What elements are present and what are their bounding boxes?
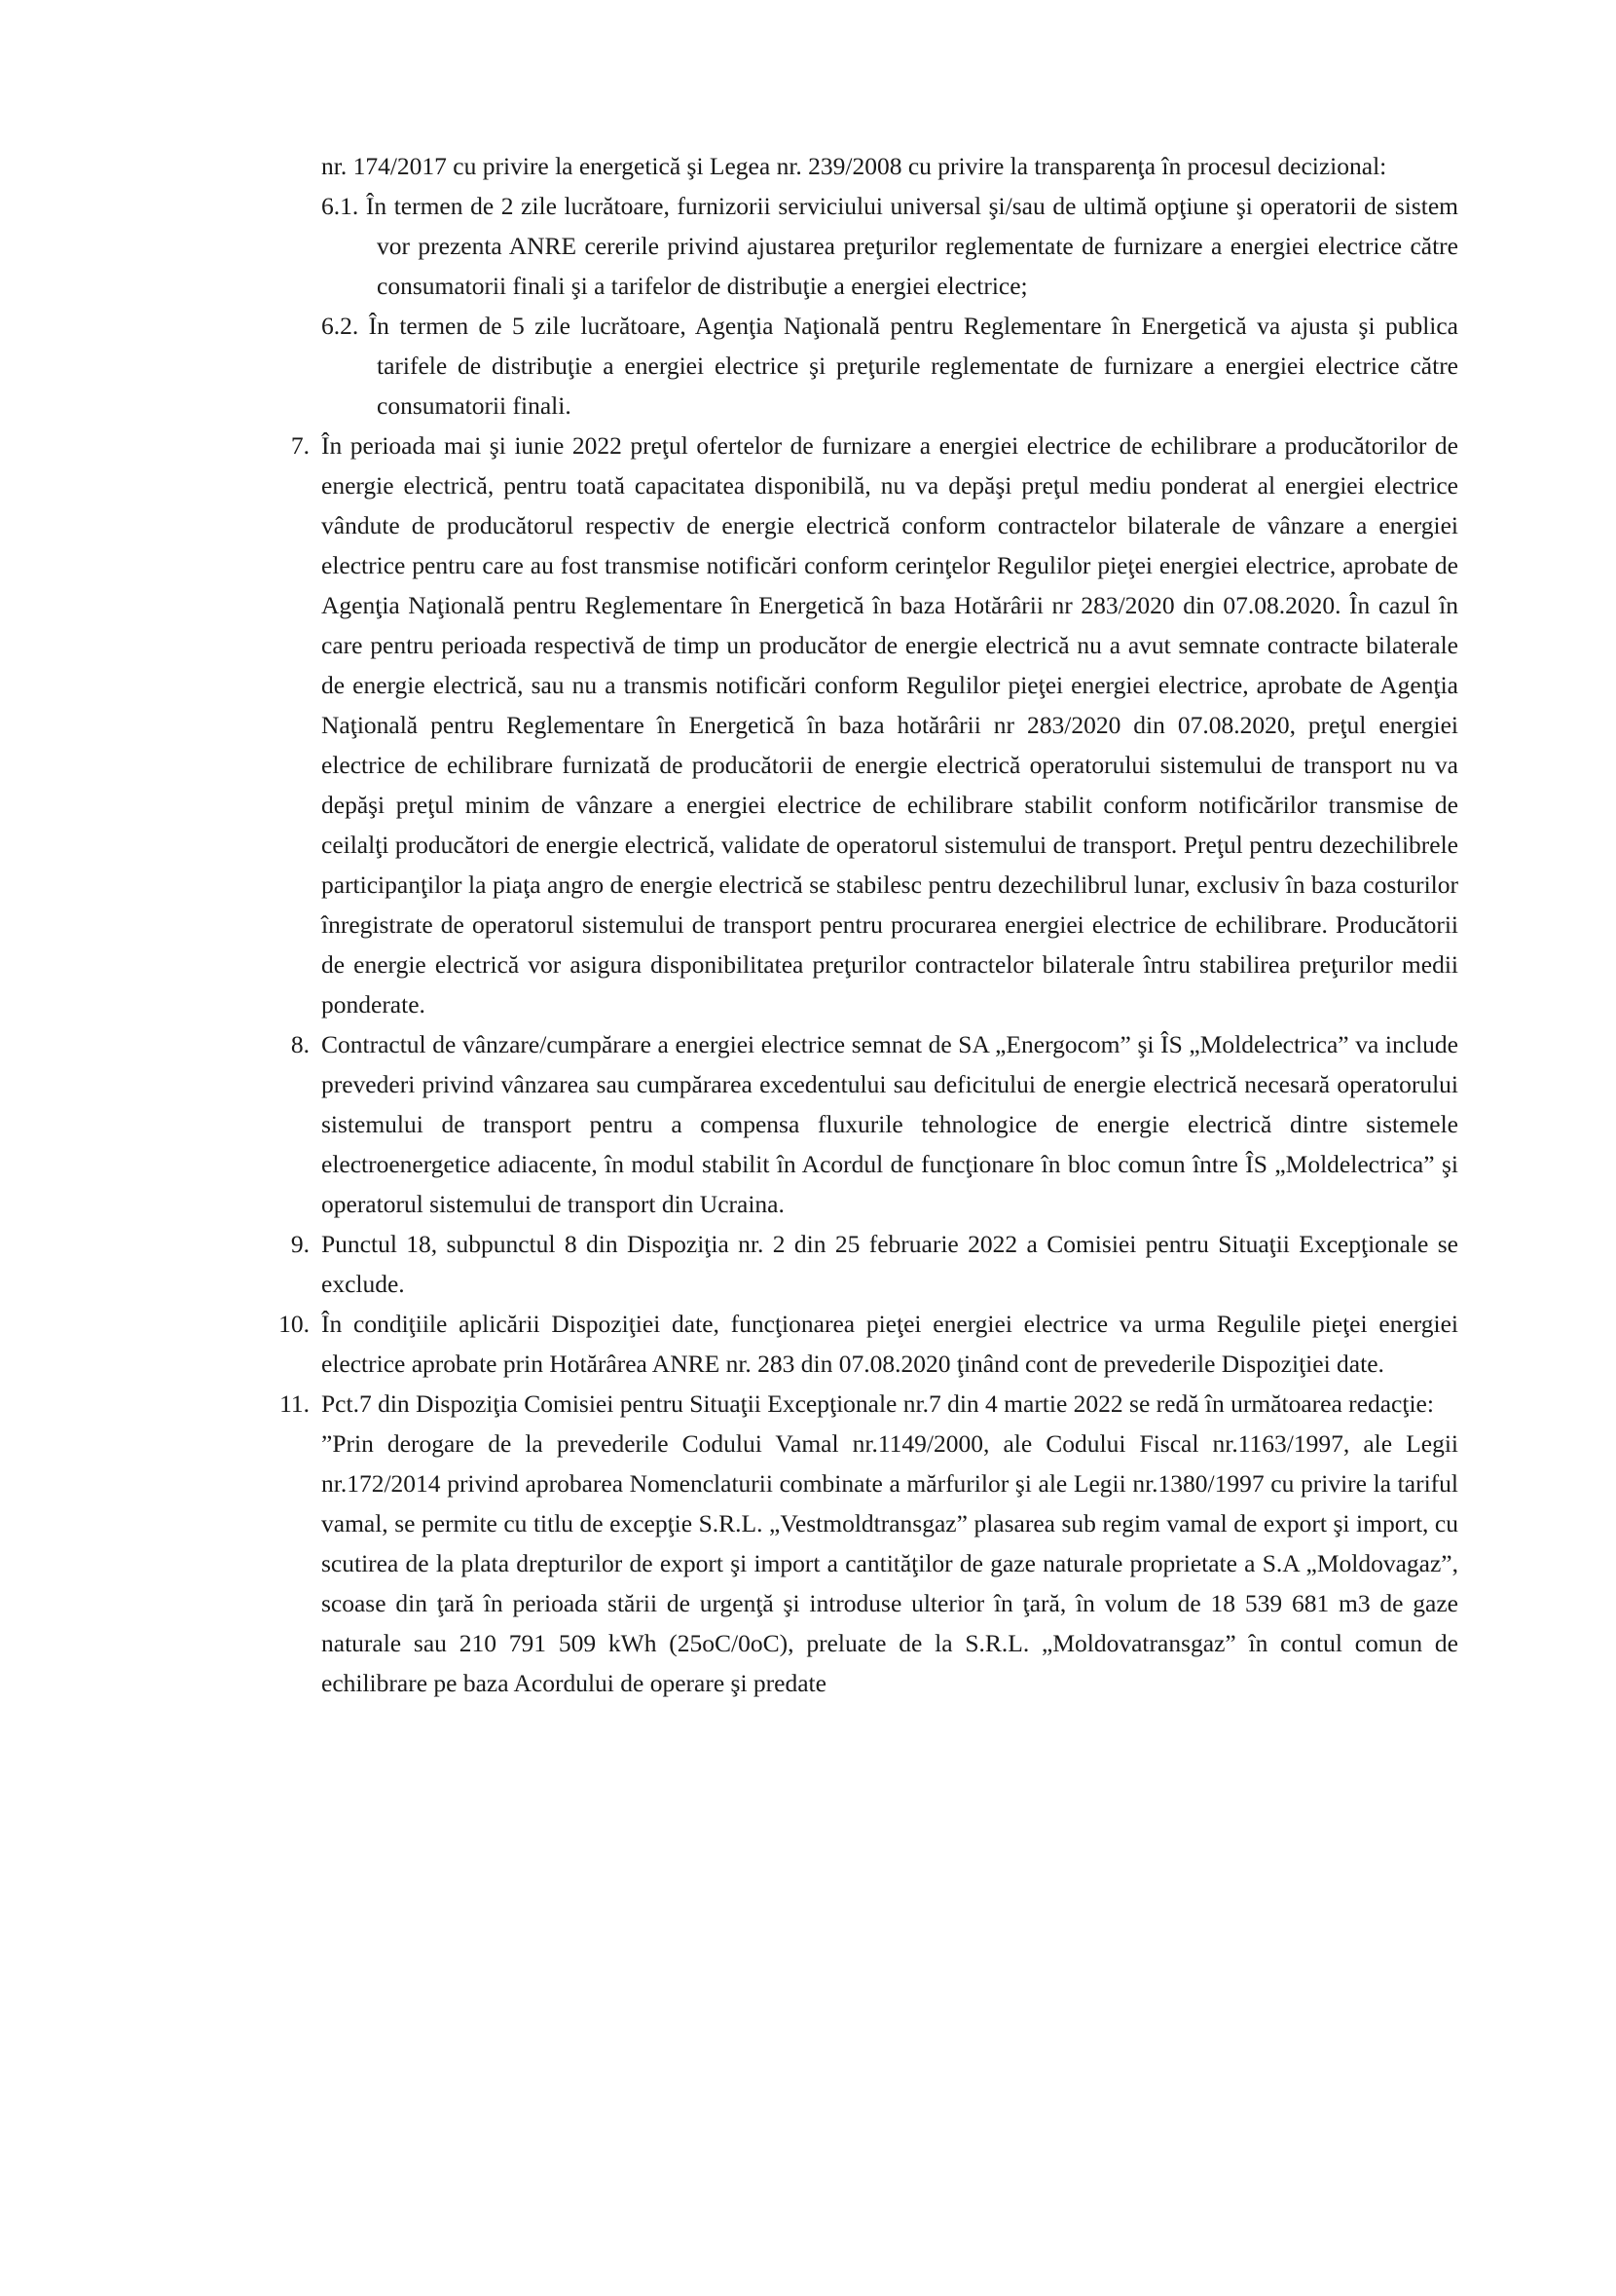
subitem-6-2: [321, 306, 1458, 426]
item-text: În condiţiile aplicării Dispoziţiei date, funcţionarea pieţei energiei electrice va urma Regulile pieţei energiei electrice aprobate prin Hotărârea ANRE nr. 283 din 07.08.2020 ţinând cont de prevederile Dispoziţiei date.: [321, 1310, 1458, 1378]
list-item-11: [279, 1384, 1458, 1424]
item-text: Contractul de vânzare/cumpărare a energiei electrice semnat de SA „Energocom” şi ÎS „Moldelectrica” va include prevederi privind vânzarea sau cumpărarea excedentului sau deficitului de energie electrică necesară operatorului sistemului de transport pentru a compensa fluxurile tehnologice de energie electrică dintre sistemele electroenergetice adiacente, în modul stabilit în Acordul de funcţionare în bloc comun între ÎS „Moldelectrica” şi operatorul sistemului de transport din Ucraina.: [321, 1030, 1458, 1218]
item-number: 8.: [290, 1030, 310, 1058]
subitem-text: În termen de 2 zile lucrătoare, furnizorii serviciului universal şi/sau de ultimă opţiune şi operatorii de sistem vor prezenta ANRE cererile privind ajustarea preţurilor reglementate de furnizare a energiei electrice către consumatorii finali şi a tarifelor de distribuţie a energiei electrice;: [365, 192, 1459, 300]
list-item-8: [290, 1024, 1458, 1224]
list-item-7: [290, 426, 1458, 1024]
subitem-number: 6.1.: [321, 192, 359, 220]
quoted-paragraph: ”Prin derogare de la prevederile Codului Vamal nr.1149/2000, ale Codului Fiscal nr.1163/1997, ale Legii nr.172/2014 privind aprobarea Nomenclaturii combinate a mărfurilor şi ale Legii nr.1380/1997 cu privire la tariful vamal, se permite cu titlu de excepţie S.R.L. „Vestmoldtransgaz” plasarea sub regim vamal de export şi import, cu scutirea de la plata drepturilor de export şi import a cantităţilor de gaze naturale proprietate a S.A „Moldovagaz”, scoase din ţară în perioada stării de urgenţă şi introduse ulterior în ţară, în volum de 18 539 681 m3 de gaze naturale sau 210 791 509 kWh (25oC/0oC), preluate de la S.R.L. „Moldovatransgaz” în contul comun de echilibrare pe baza Acordului de operare şi predate: [321, 1429, 1458, 1697]
item-text: Pct.7 din Dispoziţia Comisiei pentru Situaţii Excepţionale nr.7 din 4 martie 2022 se redă în următoarea redacţie:: [321, 1389, 1434, 1418]
subitem-text: În termen de 5 zile lucrătoare, Agenţia Naţională pentru Reglementare în Energetică va ajusta şi publica tarifele de distribuţie a energiei electrice şi preţurile reglementate de furnizare a energiei electrice către consumatorii finali.: [368, 312, 1459, 420]
item-text: În perioada mai şi iunie 2022 preţul ofertelor de furnizare a energiei electrice de echilibrare a producătorilor de energie electrică, pentru toată capacitatea disponibilă, nu va depăşi preţul mediu ponderat al energiei electrice vândute de producătorul respectiv de energie electrică conform contractelor bilaterale de vânzare a energiei electrice pentru care au fost transmise notificări conform cerinţelor Regulilor pieţei energiei electrice, aprobate de Agenţia Naţională pentru Reglementare în Energetică în baza Hotărârii nr 283/2020 din 07.08.2020. În cazul în care pentru perioada respectivă de timp un producător de energie electrică nu a avut semnate contracte bilaterale de energie electrică, sau nu a transmis notificări conform Regulilor pieţei energiei electrice, aprobate de Agenţia Naţională pentru Reglementare în Energetică în baza hotărârii nr 283/2020 din 07.08.2020, preţul energiei electrice de echilibrare furnizată de producătorii de energie electrică operatorului sistemului de transport nu va depăşi preţul minim de vânzare a energiei electrice de echilibrare stabilit conform notificărilor transmise de ceilalţi producători de energie electrică, validate de operatorul sistemului de transport. Preţul pentru dezechilibrele participanţilor la piaţa angro de energie electrică se stabilesc pentru dezechilibrul lunar, exclusiv în baza costurilor înregistrate de operatorul sistemului de transport pentru procurarea energiei electrice de echilibrare. Producătorii de energie electrică vor asigura disponibilitatea preţurilor contractelor bilaterale întru stabilirea preţurilor medii ponderate.: [321, 431, 1458, 1018]
intro-paragraph: nr. 174/2017 cu privire la energetică şi Legea nr. 239/2008 cu privire la transparenţa în procesul decizional:: [321, 152, 1387, 180]
subitem-number: 6.2.: [321, 312, 359, 340]
item-number: 9.: [290, 1230, 310, 1258]
item-number: 7.: [290, 431, 310, 460]
subitem-6-1: [321, 186, 1458, 306]
document-body: [278, 146, 1459, 1703]
list-item-9: [290, 1224, 1458, 1304]
item-number: 10.: [278, 1310, 310, 1338]
list-item-10: [278, 1304, 1458, 1384]
item-text: Punctul 18, subpunctul 8 din Dispoziţia nr. 2 din 25 februarie 2022 a Comisiei pentru Situaţii Excepţionale se exclude.: [321, 1230, 1458, 1298]
item-number: 11.: [279, 1389, 310, 1418]
